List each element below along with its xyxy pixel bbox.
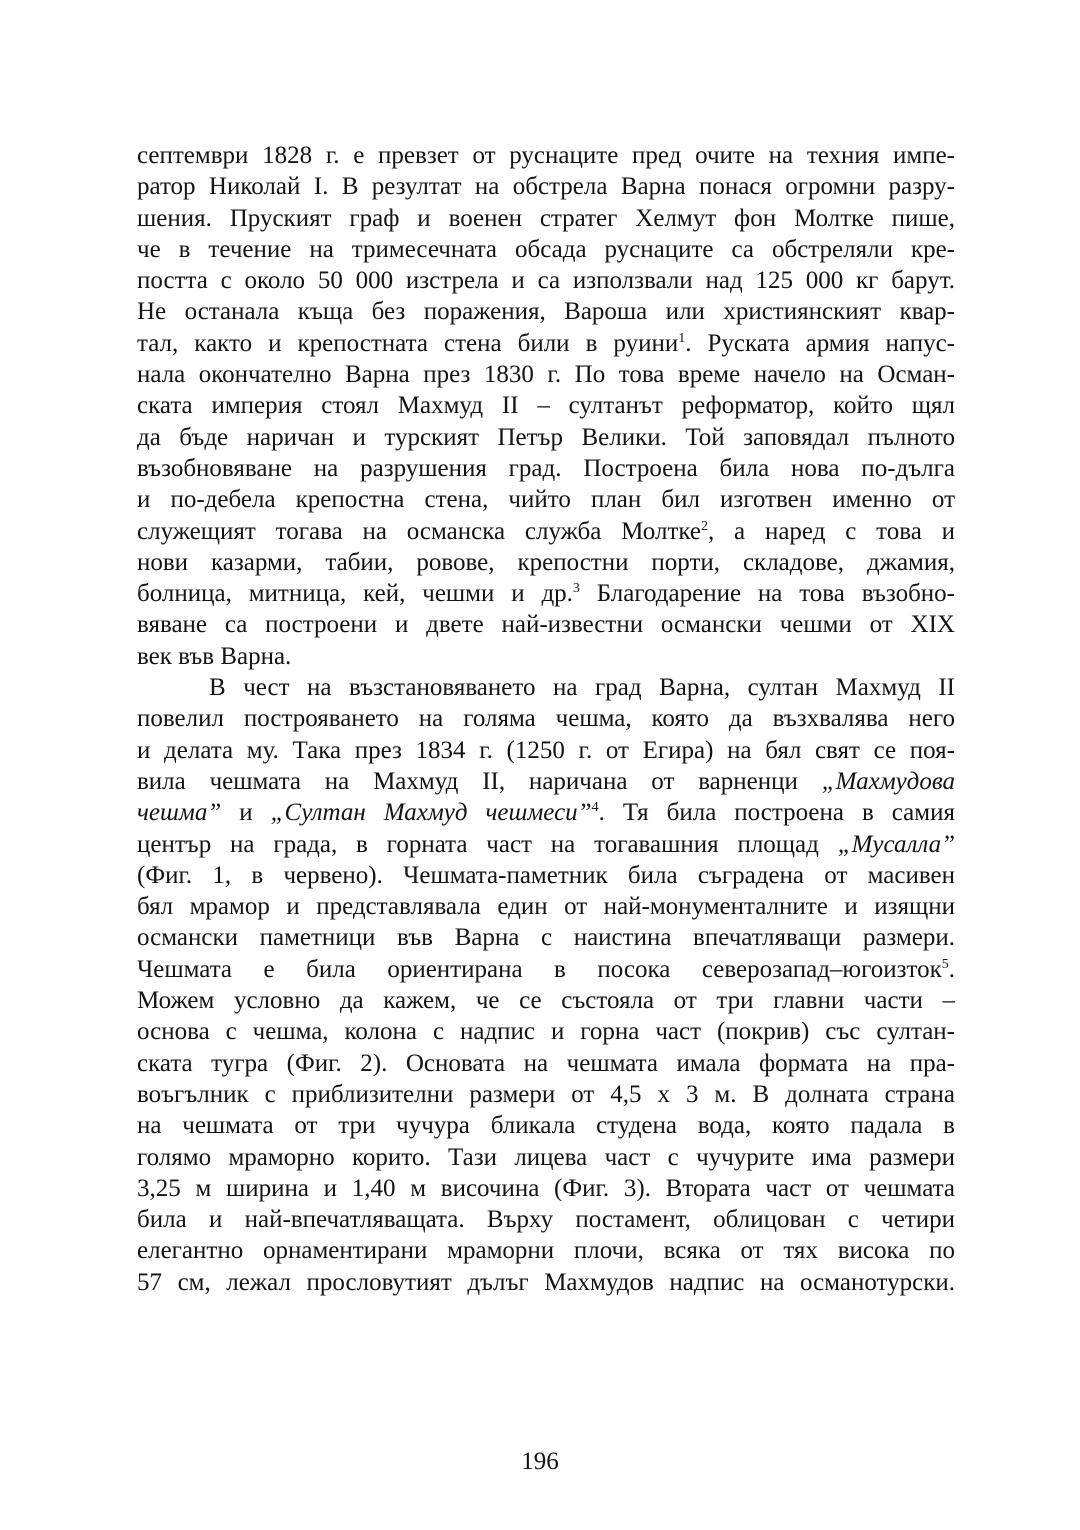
- text-segment: .: [948, 955, 955, 983]
- text-line: основа с чешма, колона с надпис и горна част (покрив) със султан-: [137, 1018, 955, 1046]
- text-line: постта с около 50 000 изстрела и са използвали над 125 000 кг барут.: [137, 267, 955, 295]
- text-segment: болница, митница, кей, чешми и др.: [137, 580, 573, 608]
- text-line: 57 см, лежал прословутият дълъг Махмудов надпис на османотурски.: [137, 1268, 955, 1296]
- italic-name: „Мусалла”: [837, 830, 955, 858]
- italic-name: чешма”: [137, 799, 222, 827]
- text-line: нови казарми, табии, ровове, крепостни порти, складове, джамия,: [137, 548, 955, 576]
- text-line: елегантно орнаментирани мраморни плочи, всяка от тях висока по: [137, 1237, 955, 1265]
- text-line: Не останала къща без поражения, Вароша или християнският квар-: [137, 298, 955, 326]
- text-line: септември 1828 г. е превзет от руснаците пред очите на техния импе-: [137, 142, 955, 169]
- text-line: воъгълник с приблизителни размери от 4,5 х 3 м. В долната страна: [137, 1080, 955, 1108]
- text-line: 3,25 м ширина и 1,40 м височина (Фиг. 3). Втората част от чешмата: [137, 1174, 955, 1202]
- text-line: [137, 829, 955, 860]
- text-line: на чешмата от три чучура бликала студена вода, която падала в: [137, 1112, 955, 1140]
- text-line: ската империя стоял Махмуд II – султанът реформатор, който щял: [137, 392, 955, 420]
- page-number: 196: [521, 1448, 559, 1475]
- text-segment: тал, както и крепостната стена били в руини: [137, 329, 679, 357]
- text-line: възобновяване на разрушения град. Построена била нова по-дълга: [137, 454, 955, 482]
- text-segment: служещият тогава на османска служба Молтке: [137, 517, 701, 545]
- text-line: Можем условно да кажем, че се състояла от три главни части –: [137, 987, 955, 1015]
- footnote-ref[interactable]: 4: [591, 800, 599, 816]
- italic-name: „Махмудова: [821, 767, 955, 795]
- text-line: голямо мраморно корито. Тази лицева част с чучурите има размери: [137, 1143, 955, 1171]
- text-line: османски паметници във Варна с наистина впечатляващи размери.: [137, 924, 955, 952]
- text-segment: Благодарение на това възобно-: [579, 580, 955, 608]
- text-line: [137, 328, 955, 359]
- body-text: [137, 140, 955, 1298]
- footnote-ref[interactable]: 2: [700, 518, 708, 534]
- text-line: [137, 578, 955, 609]
- text-line: [137, 797, 955, 828]
- text-line: [137, 516, 955, 547]
- text-line: била и най-впечатляващата. Върху постамент, облицован с четири: [137, 1206, 955, 1234]
- text-line: [137, 766, 955, 797]
- text-line: нала окончателно Варна през 1830 г. По това време начело на Осман-: [137, 361, 955, 389]
- text-line: вяване са построени и двете най-известни османски чешми от XIX: [137, 611, 955, 639]
- text-line: ратор Николай I. В резултат на обстрела Варна понася огромни разру-: [137, 173, 955, 201]
- paragraph-first-line: В чест на възстановяването на град Варна, султан Махмуд II: [209, 674, 955, 702]
- text-segment: вила чешмата на Махмуд II, наричана от варненци: [137, 767, 822, 795]
- text-segment: , а наред с това и: [707, 517, 955, 545]
- text-line: и делата му. Така през 1834 г. (1250 г. от Егира) на бял свят се поя-: [137, 736, 955, 764]
- text-line: и по-дебела крепостна стена, чийто план бил изготвен именно от: [137, 486, 955, 514]
- text-segment: Чешмата е била ориентирана в посока северозапад–югоизток: [137, 955, 942, 983]
- text-line: че в течение на тримесечната обсада руснаците са обстреляли кре-: [137, 235, 955, 263]
- footnote-ref[interactable]: 1: [678, 330, 686, 346]
- text-line: повелил построяването на голяма чешма, която да възхвалява него: [137, 705, 955, 733]
- text-line: [137, 954, 955, 985]
- text-segment: . Тя била построена в самия: [598, 799, 955, 827]
- text-line: ската тугра (Фиг. 2). Основата на чешмата имала формата на пра-: [137, 1049, 955, 1077]
- text-line: век във Варна.: [137, 642, 292, 670]
- text-line: бял мрамор и представлявала един от най-монументалните и изящни: [137, 893, 955, 921]
- footnote-ref[interactable]: 3: [572, 581, 580, 597]
- text-line: да бъде наричан и турският Петър Велики. Той заповядал пълното: [137, 423, 955, 451]
- footnote-ref[interactable]: 5: [941, 956, 949, 972]
- text-segment: . Руската армия напус-: [685, 329, 955, 357]
- text-segment: център на града, в горната част на тогавашния площад: [137, 830, 838, 858]
- text-segment: и: [221, 799, 271, 827]
- text-line: шения. Пруският граф и военен стратег Хелмут фон Молтке пише,: [137, 204, 955, 232]
- italic-name: „Султан Махмуд чешмеси”: [270, 799, 592, 827]
- text-line: (Фиг. 1, в червено). Чешмата-паметник била съградена от масивен: [137, 861, 955, 889]
